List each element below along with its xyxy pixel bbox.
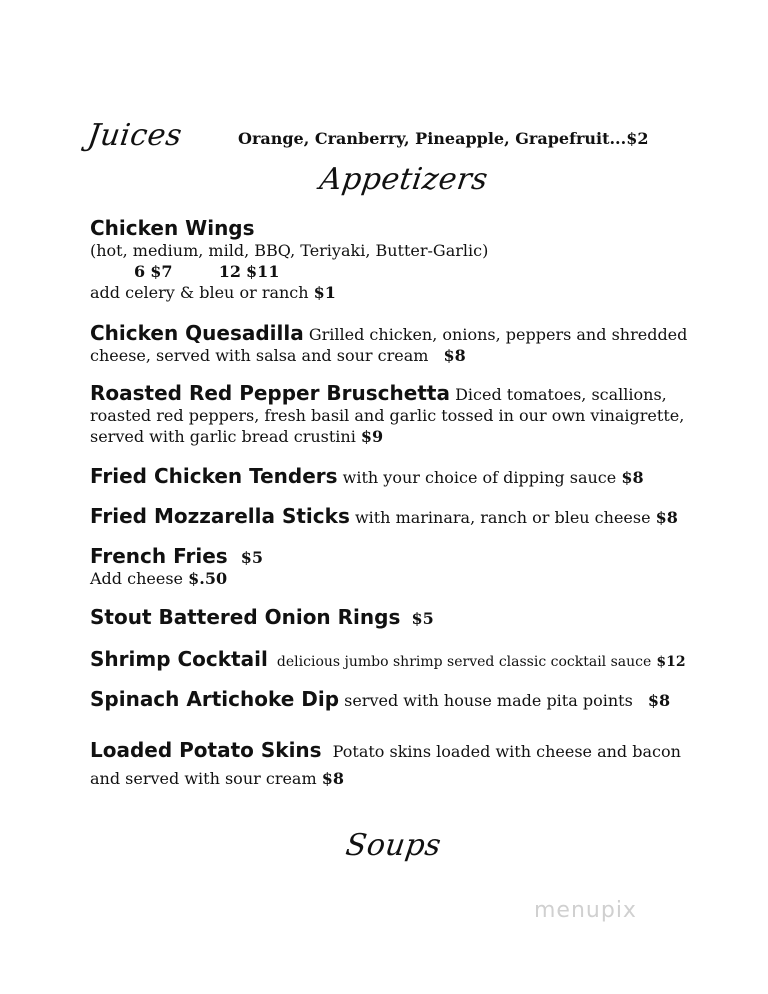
item-description: delicious jumbo shrimp served classic cocktail sauce — [276, 654, 652, 670]
item-name: Roasted Red Pepper Bruschetta — [90, 381, 450, 405]
menu-item-chicken-tenders — [90, 466, 690, 488]
menu-item-spinach-dip — [90, 689, 690, 711]
price-6: $7 — [150, 262, 173, 281]
item-price: $5 — [240, 548, 264, 567]
item-addon: add celery & bleu or ranch — [90, 283, 309, 302]
menu-item-chicken-wings — [90, 218, 690, 303]
item-price: $8 — [443, 346, 466, 365]
item-price: $8 — [647, 691, 671, 710]
item-description: Potato skins loaded with cheese and bacon — [332, 742, 681, 761]
appetizers-heading: Appetizers — [317, 162, 491, 197]
item-name: Chicken Quesadilla — [90, 321, 304, 345]
menu-item-potato-skins — [90, 740, 690, 789]
item-description-cont: roasted red peppers, fresh basil and garlic tossed in our own vinaigrette, — [90, 406, 685, 425]
item-price: $8 — [621, 468, 644, 487]
item-description: with your choice of dipping sauce — [342, 468, 617, 487]
juices-list: Orange, Cranberry, Pineapple, Grapefruit...$2 — [238, 129, 649, 148]
item-name: Spinach Artichoke Dip — [90, 687, 340, 711]
juices-heading: Juices — [85, 118, 185, 153]
item-name: Shrimp Cocktail — [90, 647, 268, 671]
size-12: 12 — [218, 262, 241, 281]
price-12: $11 — [246, 262, 280, 281]
item-price: $8 — [655, 508, 678, 527]
menu-item-bruschetta — [90, 383, 690, 447]
menupix-watermark: menupix — [534, 898, 637, 923]
item-name: Fried Chicken Tenders — [90, 464, 338, 488]
item-name: Stout Battered Onion Rings — [90, 605, 401, 629]
item-name: Loaded Potato Skins — [90, 738, 322, 762]
soups-heading: Soups — [343, 828, 444, 863]
item-description-cont: cheese, served with salsa and sour cream — [90, 346, 429, 365]
menu-item-mozzarella-sticks — [90, 506, 690, 528]
menu-item-chicken-quesadilla — [90, 323, 690, 366]
item-price: $9 — [360, 427, 384, 446]
menu-item-french-fries — [90, 546, 690, 589]
item-addon: Add cheese — [90, 569, 184, 588]
item-name: French Fries — [90, 544, 228, 568]
item-description-end: served with garlic bread crustini — [90, 427, 356, 446]
item-description: served with house made pita points — [344, 691, 633, 710]
size-6: 6 — [134, 262, 146, 281]
item-description-cont: and served with sour cream — [90, 769, 317, 788]
item-price: $8 — [321, 769, 344, 788]
item-name: Chicken Wings — [90, 216, 255, 240]
item-flavors: (hot, medium, mild, BBQ, Teriyaki, Butter-Garlic) — [90, 241, 489, 260]
item-price: $12 — [656, 654, 686, 670]
item-price: $5 — [411, 609, 434, 628]
item-description: with marinara, ranch or bleu cheese — [354, 508, 651, 527]
menu-item-shrimp-cocktail — [90, 649, 690, 673]
addon-price: $1 — [313, 283, 336, 302]
addon-price: $.50 — [188, 569, 228, 588]
item-name: Fried Mozzarella Sticks — [90, 504, 350, 528]
menu-item-onion-rings — [90, 607, 690, 629]
item-description: Grilled chicken, onions, peppers and shredded — [308, 325, 688, 344]
item-description: Diced tomatoes, scallions, — [455, 385, 667, 404]
